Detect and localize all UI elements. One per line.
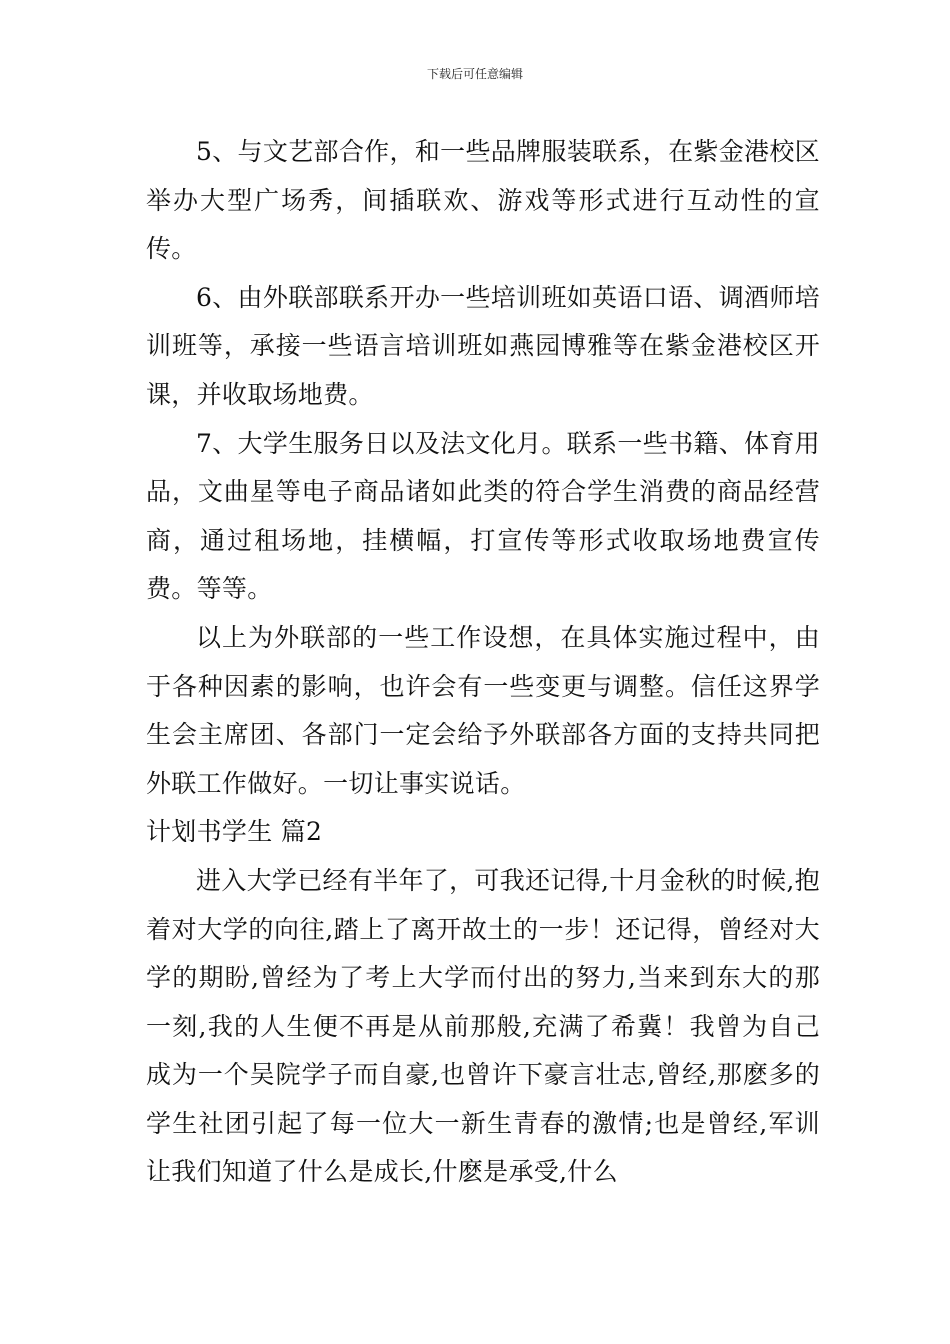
- section-paragraph: 进入大学已经有半年了，可我还记得,十月金秋的时候,抱着对大学的向往,踏上了离开故土的一步！还记得，曾经对大学的期盼,曾经为了考上大学而付出的努力,当来到东大的那一刻,我的人生便不再是从前那般,充满了希冀！我曾为自己成为一个吴院学子而自豪,也曾许下豪言壮志,曾经,那麽多的学生社团引起了每一位大一新生青春的激情;也是曾经,军训让我们知道了什么是成长,什麽是承受,什么: [146, 865, 820, 1187]
- page-header-note: 下载后可任意编辑: [426, 67, 523, 81]
- paragraph-item-6: 6、由外联部联系开办一些培训班如英语口语、调酒师培训班等，承接一些语言培训班如燕园博雅等在紫金港校区开课，并收取场地费。: [146, 282, 820, 409]
- paragraph-item-7: 7、大学生服务日以及法文化月。联系一些书籍、体育用品，文曲星等电子商品诸如此类的符合学生消费的商品经营商，通过租场地，挂横幅，打宣传等形式收取场地费宣传费。等等。: [146, 428, 820, 604]
- section-heading: 计划书学生 篇2: [146, 817, 323, 847]
- document-body: [146, 128, 820, 1197]
- paragraph-summary: 以上为外联部的一些工作设想，在具体实施过程中，由于各种因素的影响，也许会有一些变更与调整。信任这界学生会主席团、各部门一定会给予外联部各方面的支持共同把外联工作做好。一切让事实说话。: [146, 622, 820, 798]
- paragraph-item-5: 5、与文艺部合作，和一些品牌服装联系，在紫金港校区举办大型广场秀，间插联欢、游戏等形式进行互动性的宣传。: [146, 137, 820, 264]
